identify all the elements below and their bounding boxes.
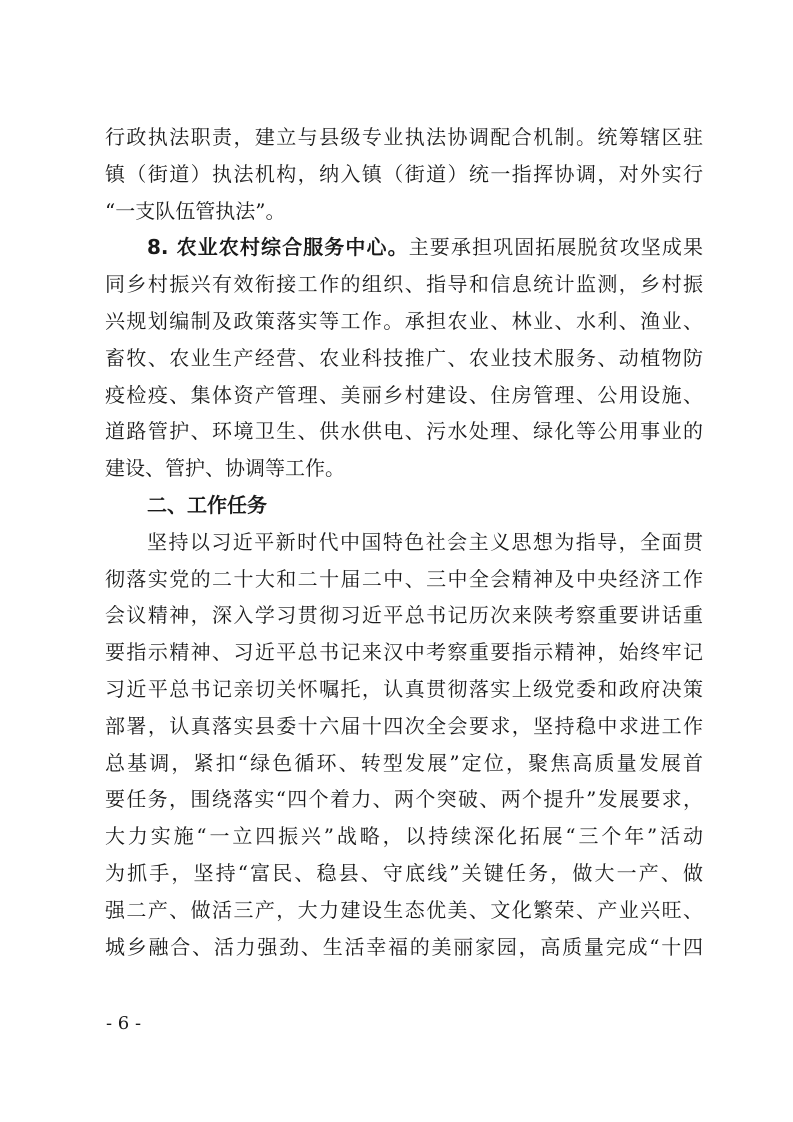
text-line: 疫检疫、集体资产管理、美丽乡村建设、住房管理、公用设施、 — [105, 382, 703, 407]
paragraph-first-line — [105, 229, 703, 266]
text-line: 镇（街道）执法机构，纳入镇（街道）统一指挥协调，对外实行 — [105, 161, 703, 186]
text-line: 要指示精神、习近平总书记来汉中考察重要指示精神，始终牢记 — [105, 640, 703, 665]
text-line: “一支队伍管执法”。 — [105, 198, 286, 223]
text-line: 城乡融合、活力强劲、生活幸福的美丽家园，高质量完成“十四 — [105, 934, 703, 959]
text-line: 道路管护、环境卫生、供水供电、污水处理、绿化等公用事业的 — [105, 419, 703, 444]
text-line: 总基调，紧扣“绿色循环、转型发展”定位，聚焦高质量发展首 — [105, 750, 703, 775]
text-line: 部署，认真落实县委十六届十四次全会要求，坚持稳中求进工作 — [105, 713, 703, 738]
text-line: 大力实施“一立四振兴”战略，以持续深化拓展“三个年”活动 — [105, 824, 703, 849]
text-line: 为抓手，坚持“富民、稳县、守底线”关键任务，做大一产、做 — [105, 860, 703, 885]
text-line: 要任务，围绕落实“四个着力、两个突破、两个提升”发展要求， — [105, 787, 703, 812]
section-heading: 二、工作任务 — [147, 492, 267, 517]
item-title: 8. 农业农村综合服务中心。 — [147, 235, 409, 260]
text-line: 坚持以习近平新时代中国特色社会主义思想为指导，全面贯 — [147, 529, 703, 554]
text-line: 兴规划编制及政策落实等工作。承担农业、林业、水利、渔业、 — [105, 308, 703, 333]
text-span: 主要承担巩固拓展脱贫攻坚成果 — [408, 235, 703, 260]
page-number: - 6 - — [106, 1013, 142, 1034]
text-line: 行政执法职责，建立与县级专业执法协调配合机制。统筹辖区驻 — [105, 125, 703, 149]
text-line: 习近平总书记亲切关怀嘱托，认真贯彻落实上级党委和政府决策 — [105, 676, 703, 701]
text-line: 畜牧、农业生产经营、农业科技推广、农业技术服务、动植物防 — [105, 345, 703, 370]
document-body — [105, 119, 703, 965]
text-line: 建设、管护、协调等工作。 — [105, 456, 345, 481]
text-line: 彻落实党的二十大和二十届二中、三中全会精神及中央经济工作 — [105, 566, 703, 591]
text-line: 同乡村振兴有效衔接工作的组织、指导和信息统计监测，乡村振 — [105, 272, 703, 297]
text-line: 会议精神，深入学习贯彻习近平总书记历次来陕考察重要讲话重 — [105, 603, 703, 628]
text-line: 强二产、做活三产，大力建设生态优美、文化繁荣、产业兴旺、 — [105, 897, 703, 922]
